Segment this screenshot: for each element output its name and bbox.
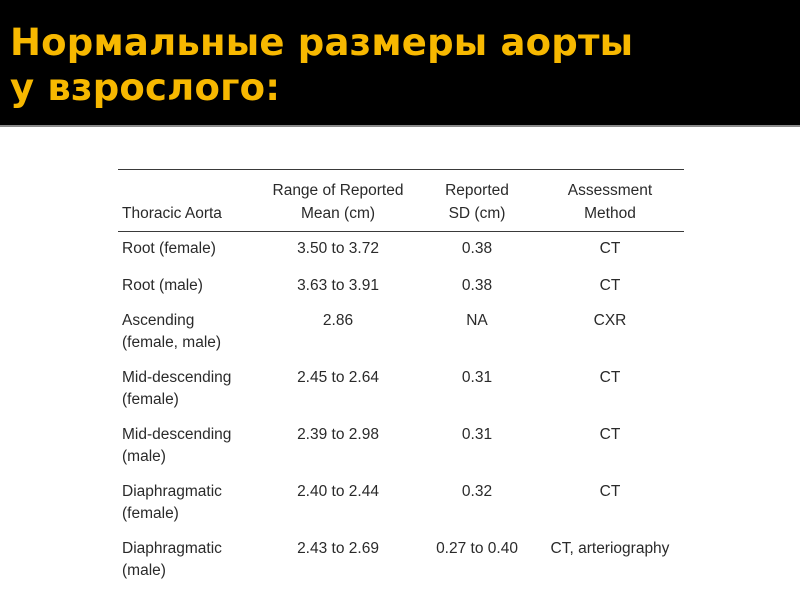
cell-sd: 0.31 — [461, 369, 493, 386]
cell-segment-line-1: Root (female) — [122, 240, 216, 257]
cell-segment — [118, 232, 258, 272]
table-header-row — [118, 170, 684, 232]
cell-segment-line-2: (female) — [122, 391, 179, 408]
cell-segment — [118, 422, 258, 479]
header-reported-sd — [418, 170, 536, 232]
cell-sd: 0.27 to 0.40 — [436, 540, 518, 557]
cell-sd: 0.31 — [461, 426, 493, 443]
cell-sd: 0.32 — [461, 483, 493, 500]
header-method-line-2: Method — [584, 205, 636, 222]
header-method-line-1: Assessment — [567, 182, 653, 199]
cell-segment — [118, 271, 258, 308]
cell-segment-line-2: (female, male) — [122, 334, 222, 351]
cell-sd: 0.38 — [461, 240, 493, 257]
header-range-line-1: Range of Reported — [272, 182, 404, 199]
cell-segment — [118, 479, 258, 536]
table-row — [118, 422, 684, 479]
cell-mean: 2.45 to 2.64 — [297, 369, 379, 386]
cell-segment-line-1: Mid-descending — [122, 426, 232, 443]
table-row — [118, 271, 684, 308]
cell-segment-line-1: Mid-descending — [122, 369, 232, 386]
cell-segment-line-2: (male) — [122, 448, 166, 465]
header-sd-line-2: SD (cm) — [448, 205, 506, 222]
table-row — [118, 308, 684, 365]
cell-method: CT — [599, 369, 621, 386]
table-row — [118, 479, 684, 536]
title-bar — [0, 0, 800, 127]
cell-segment-line-1: Diaphragmatic — [122, 483, 222, 500]
header-range-of-reported-mean — [258, 170, 418, 232]
cell-mean: 2.86 — [322, 312, 354, 329]
cell-segment — [118, 365, 258, 422]
header-assessment-method — [536, 170, 684, 232]
cell-method: CT — [599, 483, 621, 500]
cell-method: CT — [599, 426, 621, 443]
cell-segment-line-2: (male) — [122, 562, 166, 579]
table-row — [118, 536, 684, 593]
cell-segment — [118, 536, 258, 593]
cell-segment-line-1: Ascending — [122, 312, 195, 329]
cell-sd: NA — [466, 312, 488, 329]
cell-method: CT — [599, 277, 621, 294]
cell-segment — [118, 308, 258, 365]
cell-method: CXR — [593, 312, 627, 329]
cell-method: CT, arteriography — [550, 540, 670, 557]
cell-mean: 2.39 to 2.98 — [297, 426, 379, 443]
header-sd-line-1: Reported — [445, 182, 509, 199]
slide-title-line-2: у взрослого: — [10, 66, 281, 109]
cell-mean: 2.40 to 2.44 — [297, 483, 379, 500]
header-thoracic-aorta-label: Thoracic Aorta — [122, 205, 222, 222]
slide-title — [10, 20, 633, 110]
cell-mean: 3.63 to 3.91 — [297, 277, 379, 294]
aorta-size-table-container — [118, 169, 684, 593]
cell-mean: 2.43 to 2.69 — [297, 540, 379, 557]
cell-mean: 3.50 to 3.72 — [297, 240, 379, 257]
table-row — [118, 232, 684, 272]
aorta-size-table — [118, 169, 684, 593]
cell-segment-line-1: Diaphragmatic — [122, 540, 222, 557]
cell-method: CT — [599, 240, 621, 257]
cell-segment-line-2: (female) — [122, 505, 179, 522]
cell-segment-line-1: Root (male) — [122, 277, 203, 294]
cell-sd: 0.38 — [461, 277, 493, 294]
slide-title-line-1: Нормальные размеры аорты — [10, 21, 634, 64]
header-thoracic-aorta — [118, 170, 258, 232]
header-range-line-2: Mean (cm) — [300, 205, 376, 222]
table-row — [118, 365, 684, 422]
